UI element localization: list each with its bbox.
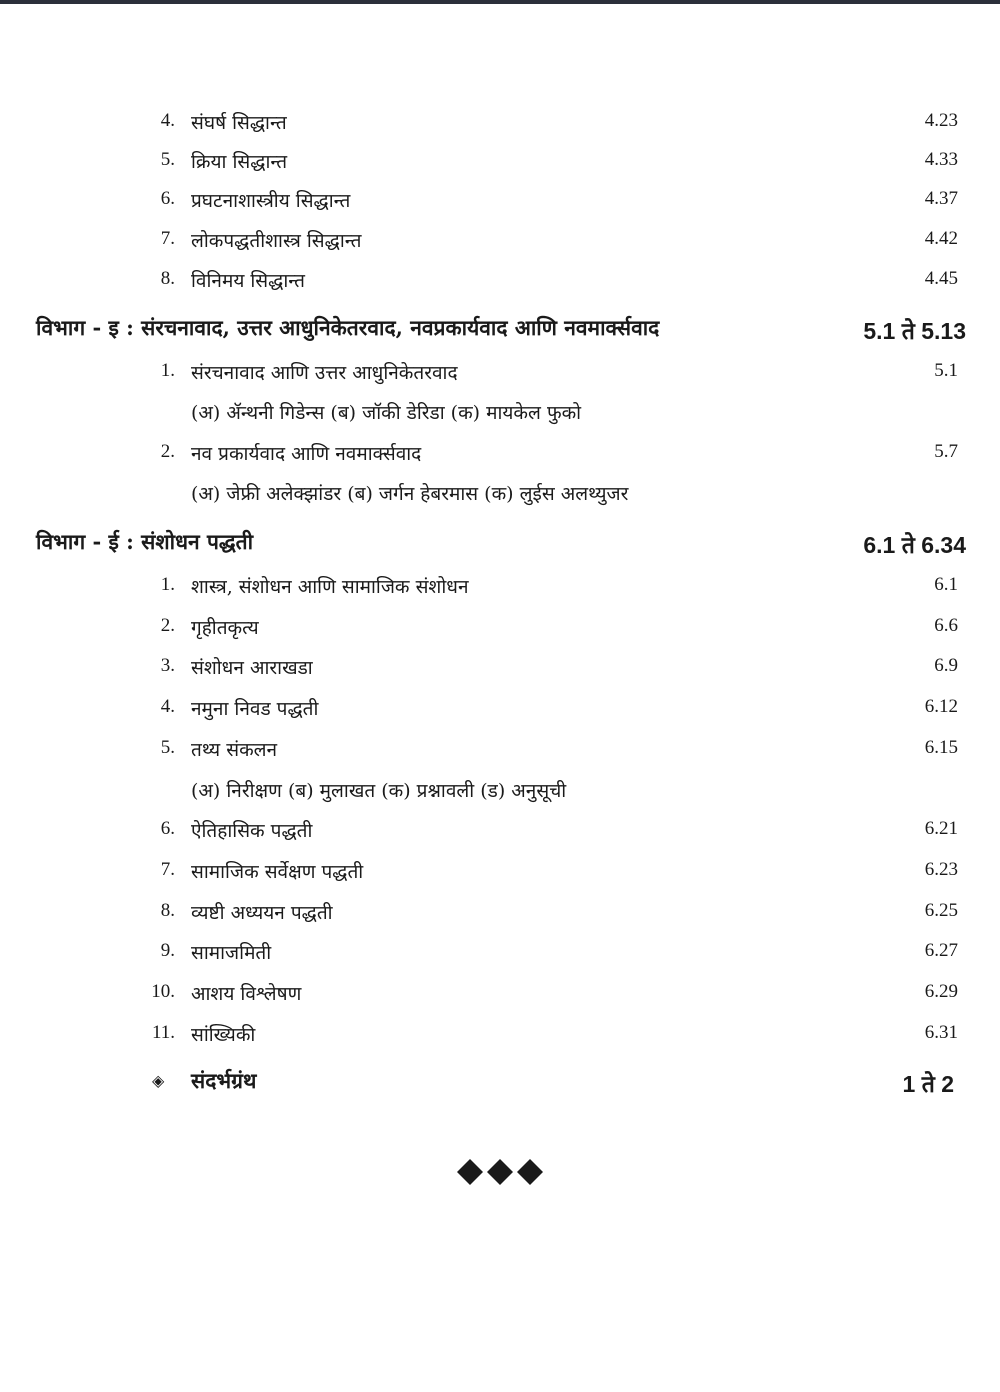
entry-title: तथ्य संकलन xyxy=(191,739,278,761)
entry-page: 6.21 xyxy=(924,818,958,839)
entry-number: 11. xyxy=(151,1022,175,1043)
section-heading xyxy=(0,527,1000,557)
entry-number: 6. xyxy=(160,818,175,839)
subentry-text: (अ) निरीक्षण (ब) मुलाखत (क) प्रश्नावली (ड) अनुसूची xyxy=(191,780,567,802)
entry-number: 2. xyxy=(160,615,175,636)
entry-number: 9. xyxy=(160,940,175,961)
entry-page: 6.15 xyxy=(924,737,958,758)
entry-number: 1. xyxy=(160,574,175,595)
toc-entry xyxy=(0,977,1000,1007)
diamond-bullet-icon: ◈ xyxy=(152,1071,165,1090)
entry-number: 4. xyxy=(160,110,175,131)
toc-entry xyxy=(0,936,1000,966)
entry-number: 6. xyxy=(160,188,175,209)
bibliography-entry xyxy=(0,1066,1000,1096)
entry-number: 2. xyxy=(160,441,175,462)
toc-entry xyxy=(0,733,1000,763)
entry-title: सामाजिक सर्वेक्षण पद्धती xyxy=(191,861,364,883)
toc-entry xyxy=(0,437,1000,467)
toc-entry xyxy=(0,1018,1000,1048)
toc-entry xyxy=(0,224,1000,254)
entry-number: 4. xyxy=(160,696,175,717)
entry-page: 6.31 xyxy=(924,1022,958,1043)
toc-subentry xyxy=(0,774,1000,804)
top-border xyxy=(0,0,1000,4)
entry-number: 8. xyxy=(160,900,175,921)
entry-title: सामाजमिती xyxy=(191,942,272,964)
toc-entry xyxy=(0,356,1000,386)
toc-entry xyxy=(0,692,1000,722)
bibliography-title: संदर्भग्रंथ xyxy=(191,1068,257,1093)
entry-page: 6.6 xyxy=(934,615,958,636)
entry-page: 4.23 xyxy=(924,110,958,131)
toc-entry xyxy=(0,145,1000,175)
entry-page: 6.27 xyxy=(924,940,958,961)
entry-page: 5.7 xyxy=(934,441,958,462)
entry-title: विनिमय सिद्धान्त xyxy=(191,270,305,292)
diamond-ornament-icon xyxy=(455,1157,545,1187)
entry-page: 6.9 xyxy=(934,655,958,676)
toc-entry xyxy=(0,264,1000,294)
entry-title: आशय विश्लेषण xyxy=(191,983,302,1005)
entry-title: संघर्ष सिद्धान्त xyxy=(191,112,287,134)
toc-entry xyxy=(0,896,1000,926)
bibliography-page-range: 1 ते 2 xyxy=(902,1071,954,1097)
toc-subentry xyxy=(0,477,1000,507)
entry-page: 6.23 xyxy=(924,859,958,880)
entry-title: व्यष्टी अध्ययन पद्धती xyxy=(191,902,333,924)
entry-number: 1. xyxy=(160,360,175,381)
section-title: विभाग - इ : संरचनावाद, उत्तर आधुनिकेतरवाद, नवप्रकार्यवाद आणि नवमार्क्सवाद xyxy=(36,315,660,340)
entry-title: नमुना निवड पद्धती xyxy=(191,698,319,720)
entry-page: 4.37 xyxy=(924,188,958,209)
entry-page: 6.29 xyxy=(924,981,958,1002)
entry-number: 5. xyxy=(160,737,175,758)
entry-number: 3. xyxy=(160,655,175,676)
entry-title: शास्त्र, संशोधन आणि सामाजिक संशोधन xyxy=(191,576,469,598)
toc-entry xyxy=(0,106,1000,136)
section-title: विभाग - ई : संशोधन पद्धती xyxy=(36,529,254,554)
section-page-range: 5.1 ते 5.13 xyxy=(863,318,966,344)
entry-page: 5.1 xyxy=(934,360,958,381)
entry-page: 4.33 xyxy=(924,149,958,170)
subentry-text: (अ) ॲन्थनी गिडेन्स (ब) जॉकी डेरिडा (क) मायकेल फुको xyxy=(191,402,582,424)
toc-subentry xyxy=(0,396,1000,426)
toc-entry xyxy=(0,855,1000,885)
entry-title: सांख्यिकी xyxy=(191,1024,256,1046)
toc-entry xyxy=(0,651,1000,681)
entry-title: संशोधन आराखडा xyxy=(191,657,313,679)
entry-title: नव प्रकार्यवाद आणि नवमार्क्सवाद xyxy=(191,443,422,465)
toc-entry xyxy=(0,611,1000,641)
entry-page: 4.45 xyxy=(924,268,958,289)
entry-page: 4.42 xyxy=(924,228,958,249)
entry-title: ऐतिहासिक पद्धती xyxy=(191,820,313,842)
entry-number: 7. xyxy=(160,228,175,249)
entry-number: 5. xyxy=(160,149,175,170)
entry-number: 7. xyxy=(160,859,175,880)
subentry-text: (अ) जेफ्री अलेक्झांडर (ब) जर्गन हेबरमास (क) लुईस अलथ्युजर xyxy=(191,483,629,505)
entry-page: 6.25 xyxy=(924,900,958,921)
section-heading xyxy=(0,313,1000,343)
entry-number: 8. xyxy=(160,268,175,289)
toc-entry xyxy=(0,184,1000,214)
entry-title: लोकपद्धतीशास्त्र सिद्धान्त xyxy=(191,230,362,252)
toc-entry xyxy=(0,814,1000,844)
entry-title: गृहीतकृत्य xyxy=(191,617,259,639)
entry-page: 6.1 xyxy=(934,574,958,595)
entry-page: 6.12 xyxy=(924,696,958,717)
entry-title: संरचनावाद आणि उत्तर आधुनिकेतरवाद xyxy=(191,362,458,384)
section-page-range: 6.1 ते 6.34 xyxy=(863,532,966,558)
entry-title: क्रिया सिद्धान्त xyxy=(191,151,288,173)
toc-entry xyxy=(0,570,1000,600)
entry-title: प्रघटनाशास्त्रीय सिद्धान्त xyxy=(191,190,351,212)
entry-number: 10. xyxy=(151,981,175,1002)
